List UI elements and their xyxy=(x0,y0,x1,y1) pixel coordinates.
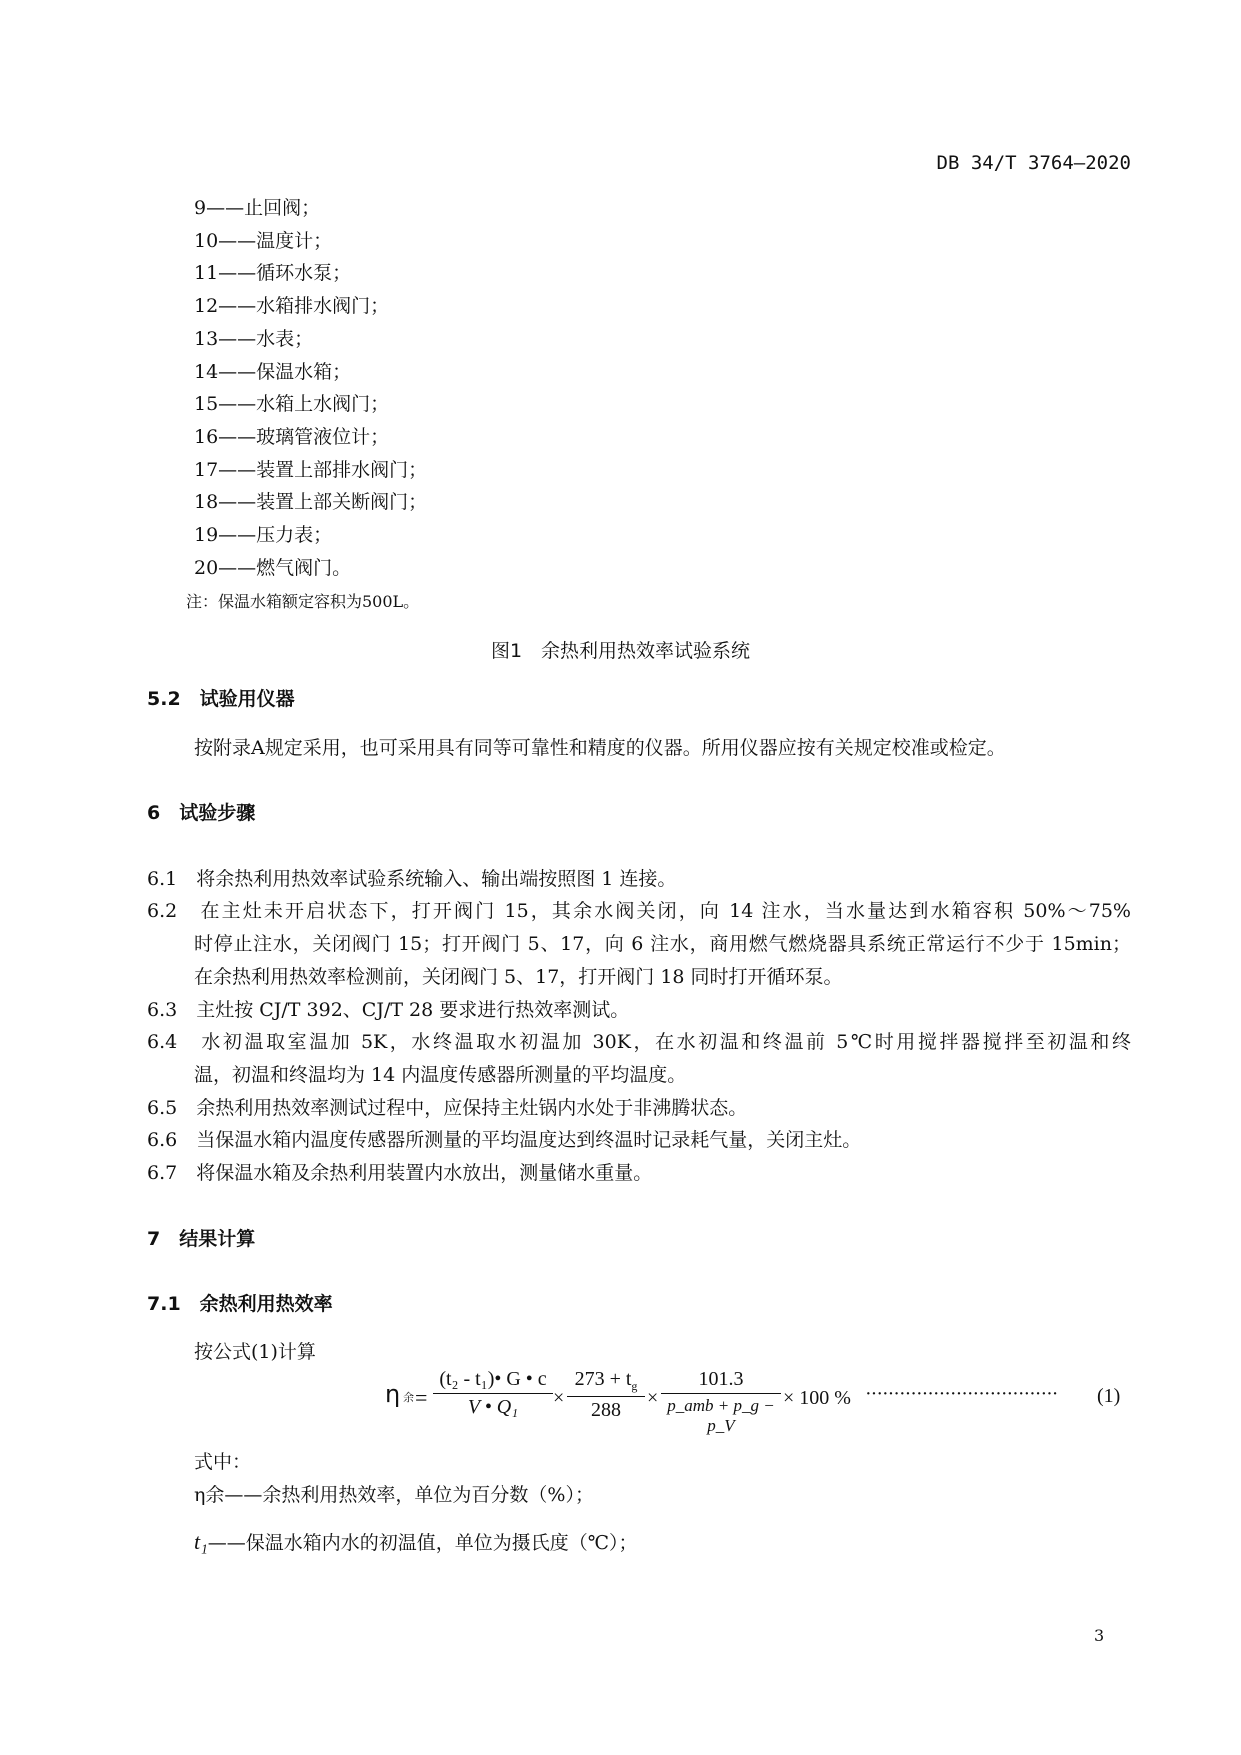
leader-dots: ·································· xyxy=(865,1383,1058,1405)
fraction-3 xyxy=(661,1368,781,1436)
section-6-heading: 6 试验步骤 xyxy=(147,802,256,824)
fraction-2 xyxy=(567,1368,645,1422)
section-7-heading: 7 结果计算 xyxy=(147,1228,256,1250)
legend-item: 17——装置上部排水阀门； xyxy=(194,458,428,481)
symbol: t₁ xyxy=(194,1529,208,1554)
formula-intro: 按公式(1)计算 xyxy=(194,1341,316,1363)
legend-item: 20——燃气阀门。 xyxy=(194,556,352,579)
definition: ——保温水箱内水的初温值，单位为摄氏度（℃）； xyxy=(207,1532,638,1554)
definition: ——余热利用热效率，单位为百分数（%）； xyxy=(224,1484,594,1506)
where-label: 式中： xyxy=(194,1451,252,1473)
numerator: (t₂ - t₁)• G • c xyxy=(433,1368,553,1394)
symbol: η余 xyxy=(194,1484,225,1506)
definition-t1 xyxy=(194,1530,638,1555)
legend-item: 19——压力表； xyxy=(194,524,333,546)
step-line: 时停止注水，关闭阀门 15；打开阀门 5、17，向 6 注水，商用燃气燃烧器具系统正常运行不少于 15min； xyxy=(194,933,1131,955)
denominator: p_amb + p_g − p_V xyxy=(667,1396,775,1435)
legend-item: 13——水表； xyxy=(194,327,314,350)
numerator: 101.3 xyxy=(661,1368,781,1394)
eta-symbol: η xyxy=(385,1380,401,1408)
times: × xyxy=(553,1387,565,1409)
legend-item: 15——水箱上水阀门； xyxy=(194,393,390,416)
section-5-2-text: 按附录A规定采用，也可采用具有同等可靠性和精度的仪器。所用仪器应按有关规定校准或检定。 xyxy=(194,737,1006,759)
section-7-1-heading: 7.1 余热利用热效率 xyxy=(147,1293,333,1315)
page-number: 3 xyxy=(1094,1626,1105,1645)
equation-number: (1) xyxy=(1097,1385,1121,1407)
legend-item: 10——温度计； xyxy=(194,229,333,252)
step-line: 在余热利用热效率检测前，关闭阀门 5、17，打开阀门 18 同时打开循环泵。 xyxy=(194,966,843,988)
legend-item: 12——水箱排水阀门； xyxy=(194,295,390,318)
legend-item: 14——保温水箱； xyxy=(194,360,352,383)
step-line: 温，初温和终温均为 14 内温度传感器所测量的平均温度。 xyxy=(194,1064,687,1086)
step-line: 6.3 主灶按 CJ/T 392、CJ/T 28 要求进行热效率测试。 xyxy=(147,999,630,1021)
legend-item: 9——止回阀； xyxy=(194,197,321,219)
section-5-2-heading: 5.2 试验用仪器 xyxy=(147,688,295,710)
step-line: 6.6 当保温水箱内温度传感器所测量的平均温度达到终温时记录耗气量，关闭主灶。 xyxy=(147,1129,862,1151)
step-line: 6.2 在主灶未开启状态下，打开阀门 15，其余水阀关闭，向 14 注水，当水量达到水箱容积 50%～75% xyxy=(147,900,1131,922)
percent-factor: × 100 % xyxy=(783,1387,851,1409)
legend-item: 16——玻璃管液位计； xyxy=(194,425,390,448)
legend-item: 11——循环水泵； xyxy=(194,262,352,285)
figure-note: 注：保温水箱额定容积为500L。 xyxy=(186,592,420,611)
subscript: g xyxy=(631,1379,638,1393)
step-line: 6.4 水初温取室温加 5K，水终温取水初温加 30K，在水初温和终温前 5℃时用搅拌器搅拌至初温和终 xyxy=(147,1031,1131,1053)
definition-eta xyxy=(194,1483,594,1507)
equals: = xyxy=(415,1385,428,1410)
numerator: 273 + t xyxy=(574,1368,632,1390)
fraction-1 xyxy=(433,1368,553,1419)
denominator: V • Q₁ xyxy=(467,1396,519,1418)
legend-item: 18——装置上部关断阀门； xyxy=(194,491,428,514)
eta-subscript: 余 xyxy=(403,1392,414,1404)
standard-number: DB 34/T 3764—2020 xyxy=(936,152,1131,174)
times: × xyxy=(647,1387,659,1409)
denominator: 288 xyxy=(591,1399,621,1421)
figure-caption: 图1 余热利用热效率试验系统 xyxy=(490,640,751,662)
step-line: 6.1 将余热利用热效率试验系统输入、输出端按照图 1 连接。 xyxy=(147,868,677,890)
step-line: 6.5 余热利用热效率测试过程中，应保持主灶锅内水处于非沸腾状态。 xyxy=(147,1097,748,1119)
formula-1 xyxy=(385,1368,1135,1435)
step-line: 6.7 将保温水箱及余热利用装置内水放出，测量储水重量。 xyxy=(147,1162,653,1184)
